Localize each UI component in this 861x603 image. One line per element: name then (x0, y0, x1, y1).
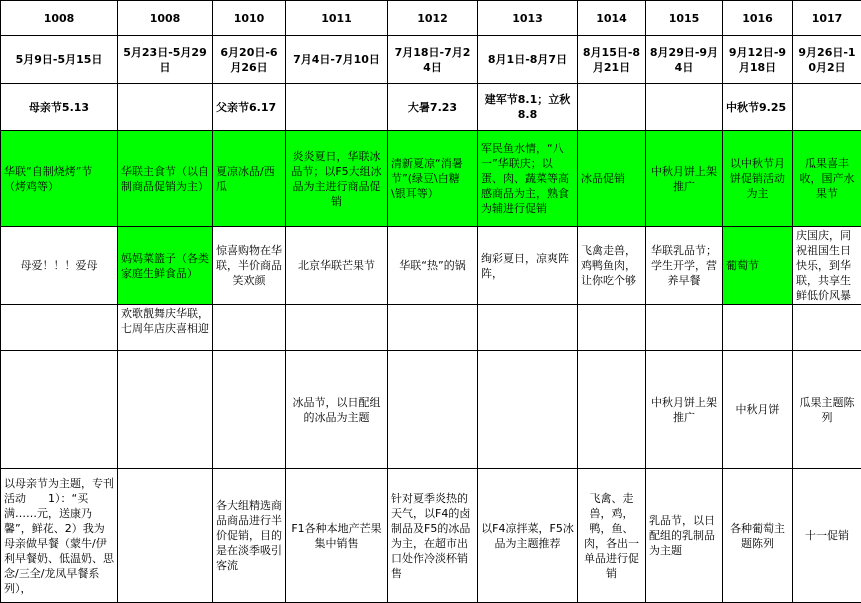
date-range: 7月4日-7月10日 (286, 36, 388, 84)
display-cell (578, 351, 646, 469)
event-cell: 葡萄节 (723, 227, 793, 305)
promotion-cell (118, 469, 213, 603)
holiday-row (1, 84, 861, 131)
empty-cell (1, 305, 118, 351)
promotion-cell: 以母亲节为主题，专刊活动 1）：“买满……元，送康乃馨”，鲜花、2）我为母亲做早餐（蒙牛/伊利早餐奶、低温奶、思念/三全/龙凤早餐系列）， (1, 469, 118, 603)
promotion-row (1, 469, 861, 603)
theme-cell: 炎炎夏日，华联冰品节；以F5大组冰品为主进行商品促销 (286, 131, 388, 227)
empty-cell (213, 305, 286, 351)
theme-cell: 华联“自制烧烤”节（烤鸡等） (1, 131, 118, 227)
display-cell (213, 351, 286, 469)
event-cell: 北京华联芒果节 (286, 227, 388, 305)
theme-cell: 军民鱼水情，“八一”华联庆；以蛋、肉、蔬菜等高感商品为主，熟食为辅进行促销 (478, 131, 578, 227)
promotion-cell: F1各种本地产芒果集中销售 (286, 469, 388, 603)
display-cell (118, 351, 213, 469)
display-cell: 中秋月饼 (723, 351, 793, 469)
date-range: 8月29日-9月4日 (646, 36, 723, 84)
display-cell: 中秋月饼上架推广 (646, 351, 723, 469)
theme-cell: 瓜果喜丰收，国产水果节 (793, 131, 861, 227)
date-range: 8月1日-8月7日 (478, 36, 578, 84)
week-code: 1017 (793, 1, 861, 36)
empty-cell (723, 305, 793, 351)
empty-cell (286, 305, 388, 351)
code-row (1, 1, 861, 36)
promotion-cell: 各大组精选商品商品进行半价促销，目的是在淡季吸引客流 (213, 469, 286, 603)
display-cell (478, 351, 578, 469)
display-cell: 冰品节，以日配组的冰品为主题 (286, 351, 388, 469)
store-anniversary-cell: 欢歌靓舞庆华联，七周年店庆喜相迎 (118, 305, 213, 351)
date-range: 9月12日-9月18日 (723, 36, 793, 84)
event-row (1, 227, 861, 305)
holiday-cell: 父亲节6.17 (213, 84, 286, 131)
promotion-cell: 飞禽、走兽，鸡，鸭，鱼、肉，各出一单品进行促销 (578, 469, 646, 603)
anniversary-row (1, 305, 861, 351)
week-code: 1016 (723, 1, 793, 36)
empty-cell (388, 305, 478, 351)
theme-cell: 中秋月饼上架推广 (646, 131, 723, 227)
date-range: 5月9日-5月15日 (1, 36, 118, 84)
holiday-cell (646, 84, 723, 131)
week-code: 1010 (213, 1, 286, 36)
theme-cell: 冰品促销 (578, 131, 646, 227)
week-code: 1014 (578, 1, 646, 36)
holiday-cell (578, 84, 646, 131)
week-code: 1011 (286, 1, 388, 36)
holiday-cell: 母亲节5.13 (1, 84, 118, 131)
display-cell (388, 351, 478, 469)
empty-cell (646, 305, 723, 351)
display-cell (1, 351, 118, 469)
week-code: 1008 (1, 1, 118, 36)
event-cell: 绚彩夏日，凉爽阵阵， (478, 227, 578, 305)
promotion-cell: 各种葡萄主题陈列 (723, 469, 793, 603)
event-cell: 母爱！！！爱母 (1, 227, 118, 305)
date-row (1, 36, 861, 84)
event-cell: 庆国庆，同祝祖国生日快乐，到华联，共享生鲜低价风暴 (793, 227, 861, 305)
week-code: 1013 (478, 1, 578, 36)
date-range: 7月18日-7月24日 (388, 36, 478, 84)
display-row (1, 351, 861, 469)
theme-cell: 清新夏凉“消暑节”(绿豆\白糖\银耳等） (388, 131, 478, 227)
week-code: 1012 (388, 1, 478, 36)
promotion-cell: 以F4凉拌菜，F5冰品为主题推荐 (478, 469, 578, 603)
theme-row (1, 131, 861, 227)
promotion-cell: 针对夏季炎热的天气，以F4的卤制品及F5的冰品为主，在超市出口处作冷淡杯销售 (388, 469, 478, 603)
display-cell: 瓜果主题陈列 (793, 351, 861, 469)
empty-cell (793, 305, 861, 351)
theme-cell: 夏凉冰品/西瓜 (213, 131, 286, 227)
date-range: 9月26日-10月2日 (793, 36, 861, 84)
week-code: 1015 (646, 1, 723, 36)
date-range: 5月23日-5月29日 (118, 36, 213, 84)
theme-cell: 以中秋节月饼促销活动为主 (723, 131, 793, 227)
week-code: 1008 (118, 1, 213, 36)
holiday-cell (118, 84, 213, 131)
date-range: 8月15日-8月21日 (578, 36, 646, 84)
empty-cell (578, 305, 646, 351)
holiday-cell (793, 84, 861, 131)
event-cell: 妈妈菜篮子（各类家庭生鲜食品） (118, 227, 213, 305)
event-cell: 华联“热”的锅 (388, 227, 478, 305)
holiday-cell: 建军节8.1；立秋8.8 (478, 84, 578, 131)
event-cell: 华联乳品节；学生开学，营养早餐 (646, 227, 723, 305)
holiday-cell: 中秋节9.25 (723, 84, 793, 131)
event-cell: 飞禽走兽，鸡鸭鱼肉，让你吃个够 (578, 227, 646, 305)
holiday-cell: 大暑7.23 (388, 84, 478, 131)
theme-cell: 华联主食节（以自制商品促销为主） (118, 131, 213, 227)
promotion-cell: 十一促销 (793, 469, 861, 603)
date-range: 6月20日-6月26日 (213, 36, 286, 84)
promotion-cell: 乳品节，以日配组的乳制品为主题 (646, 469, 723, 603)
holiday-cell (286, 84, 388, 131)
empty-cell (478, 305, 578, 351)
event-cell: 惊喜购物在华联，半价商品笑欢颜 (213, 227, 286, 305)
